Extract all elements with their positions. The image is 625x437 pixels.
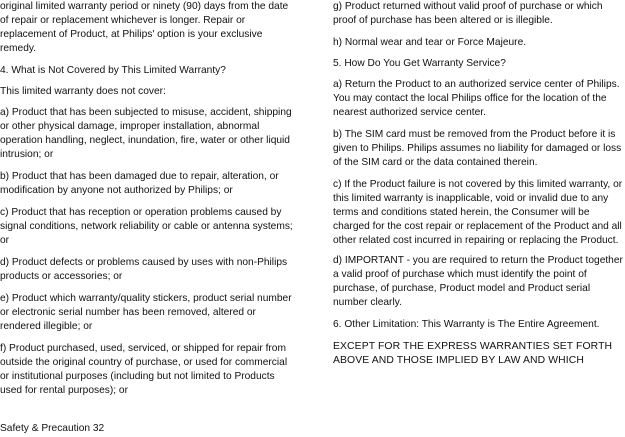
service-item-c: c) If the Product failure is not covered by this limited warranty, or this limited warranty is inapplicable, void or invalid due to any terms and conditions stated herein, the Consumer will be charged for the cost repair or replacement of the Product and all other related cost incurred in repairing or replacing the Product. [333, 179, 623, 246]
list-item-a: a) Product that has been subjected to misuse, accident, shipping or other physical damage, improper installation, abnormal operation handling, neglect, inundation, fire, water or other liquid intrusion; or [0, 107, 292, 160]
list-item-c: c) Product that has reception or operation problems caused by signal conditions, network reliability or cable or antenna systems; or [0, 207, 293, 246]
service-item-d: d) IMPORTANT - you are required to return the Product together a valid proof of purchase which must identify the point of purchase, of purchase, Product model and Product serial number clearly. [333, 255, 623, 308]
left-column [0, 0, 296, 406]
paragraph-express-warranties: EXCEPT FOR THE EXPRESS WARRANTIES SET FORTH ABOVE AND THOSE IMPLIED BY LAW AND WHICH [333, 341, 613, 366]
list-item-d: d) Product defects or problems caused by uses with non-Philips products or accessories; or [0, 257, 288, 282]
paragraph-warranty-period: original limited warranty period or ninety (90) days from the date of repair or replacement whichever is longer. Repair or replacement of Product, at Philips' option is your exclusive remedy. [0, 1, 289, 54]
list-item-f: f) Product purchased, used, serviced, or shipped for repair from outside the original country of purchase, or used for commercial or institutional purposes (including but not limited to Products used for rental purposes); or [0, 343, 288, 396]
section-heading-warranty-service: 5. How Do You Get Warranty Service? [333, 58, 506, 69]
page-footer: Safety & Precaution 32 [0, 423, 105, 434]
section-heading-not-covered: 4. What is Not Covered by This Limited Warranty? [0, 65, 226, 76]
list-item-g: g) Product returned without valid proof of purchase or which proof of purchase has been altered or is illegible. [333, 1, 603, 26]
service-item-b: b) The SIM card must be removed from the Product before it is given to Philips. Philips assumes no liability for damaged or loss of the SIM card or the data contained therein. [333, 129, 622, 168]
paragraph-does-not-cover: This limited warranty does not cover: [0, 86, 166, 97]
list-item-e: e) Product which warranty/quality stickers, product serial number or electronic serial number has been removed, altered or rendered illegible; or [0, 293, 292, 332]
service-item-a: a) Return the Product to an authorized service center of Philips. You may contact the local Philips office for the location of the nearest authorized service center. [333, 79, 620, 118]
section-heading-other-limitation: 6. Other Limitation: This Warranty is The Entire Agreement. [333, 319, 600, 330]
list-item-b: b) Product that has been damaged due to repair, alteration, or modification by anyone not authorized by Philips; or [0, 171, 279, 196]
list-item-h: h) Normal wear and tear or Force Majeure. [333, 37, 527, 48]
right-column [333, 0, 625, 376]
